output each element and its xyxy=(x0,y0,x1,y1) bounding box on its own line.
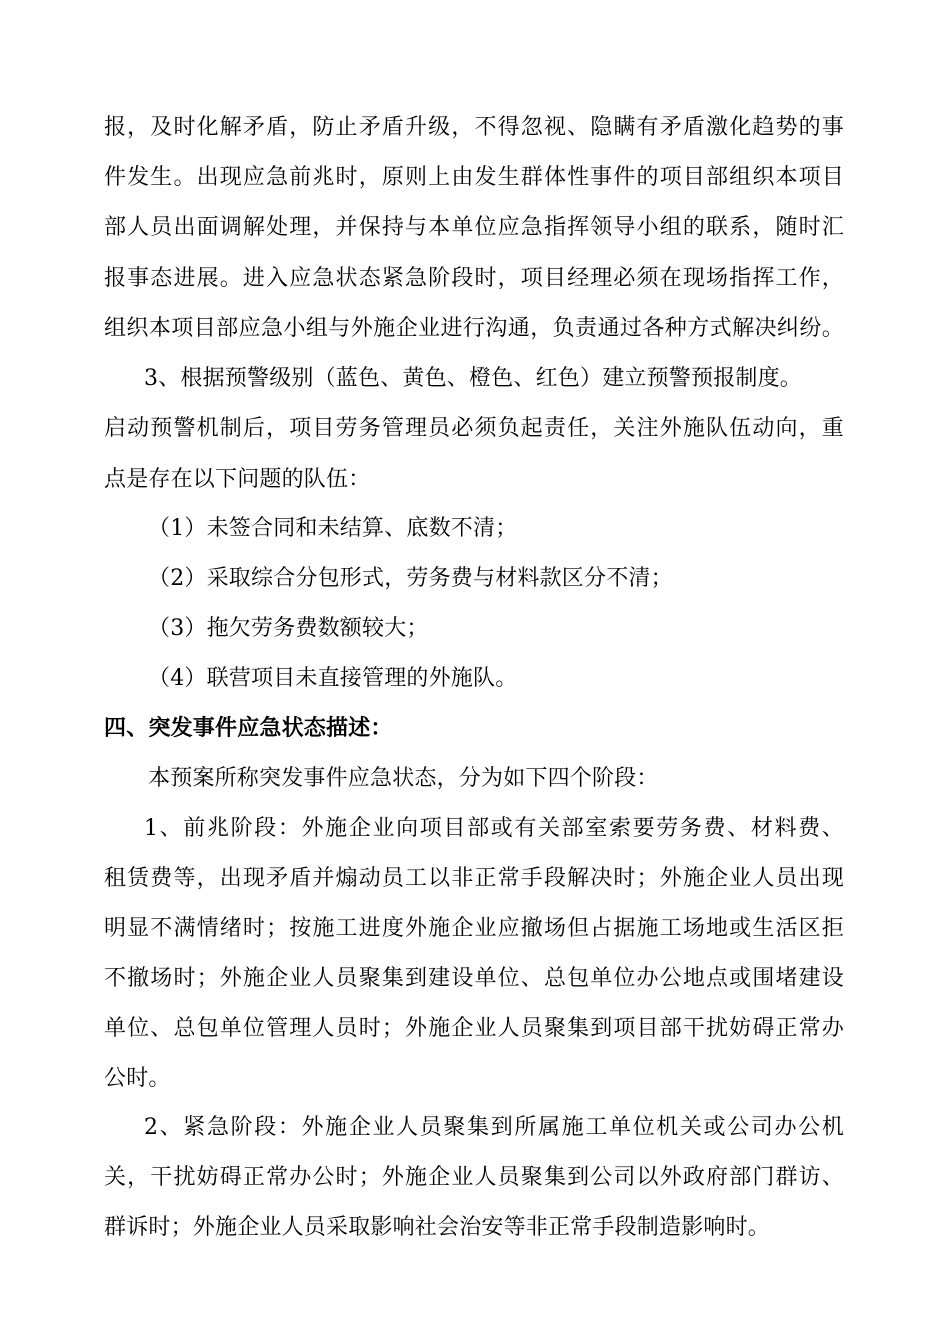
sub-item: （4）联营项目未直接管理的外施队。 xyxy=(148,666,518,691)
document-page xyxy=(104,0,844,1344)
stage1-line: 明显不满情绪时；按施工进度外施企业应撤场但占据施工场地或生活区拒 xyxy=(104,916,844,941)
stage2-line: 群诉时；外施企业人员采取影响社会治安等非正常手段制造影响时。 xyxy=(104,1215,771,1240)
sub-item: （2）采取综合分包形式，劳务费与材料款区分不清； xyxy=(148,566,673,591)
stage1-line: 公时。 xyxy=(104,1066,171,1091)
item3-line: 3、根据预警级别（蓝色、黄色、橙色、红色）建立预警预报制度。 xyxy=(144,366,802,391)
section-intro: 本预案所称突发事件应急状态，分为如下四个阶段： xyxy=(148,766,659,791)
paragraph-line: 件发生。出现应急前兆时，原则上由发生群体性事件的项目部组织本项目 xyxy=(104,165,844,190)
sub-item: （3）拖欠劳务费数额较大； xyxy=(148,616,429,641)
stage1-line: 单位、总包单位管理人员时；外施企业人员聚集到项目部干扰妨碍正常办 xyxy=(104,1016,844,1041)
paragraph-line: 部人员出面调解处理，并保持与本单位应急指挥领导小组的联系，随时汇 xyxy=(104,215,844,240)
stage1-line: 不撤场时；外施企业人员聚集到建设单位、总包单位办公地点或围堵建设 xyxy=(104,966,844,991)
paragraph-line: 报，及时化解矛盾，防止矛盾升级，不得忽视、隐瞒有矛盾激化趋势的事 xyxy=(104,115,844,140)
stage2-line: 关，干扰妨碍正常办公时；外施企业人员聚集到公司以外政府部门群访、 xyxy=(104,1165,844,1190)
item3-line: 启动预警机制后，项目劳务管理员必须负起责任，关注外施队伍动向，重 xyxy=(104,416,844,441)
item3-line: 点是存在以下问题的队伍： xyxy=(104,467,371,492)
section-heading: 四、突发事件应急状态描述： xyxy=(104,716,393,741)
stage1-line: 1、前兆阶段：外施企业向项目部或有关部室索要劳务费、材料费、 xyxy=(144,816,844,841)
stage2-line: 2、紧急阶段：外施企业人员聚集到所属施工单位机关或公司办公机 xyxy=(144,1115,844,1140)
paragraph-line: 报事态进展。进入应急状态紧急阶段时，项目经理必须在现场指挥工作， xyxy=(104,266,844,291)
stage1-line: 租赁费等，出现矛盾并煽动员工以非正常手段解决时；外施企业人员出现 xyxy=(104,866,844,891)
sub-item: （1）未签合同和未结算、底数不清； xyxy=(148,516,518,541)
paragraph-line: 组织本项目部应急小组与外施企业进行沟通，负责通过各种方式解决纠纷。 xyxy=(104,316,844,341)
